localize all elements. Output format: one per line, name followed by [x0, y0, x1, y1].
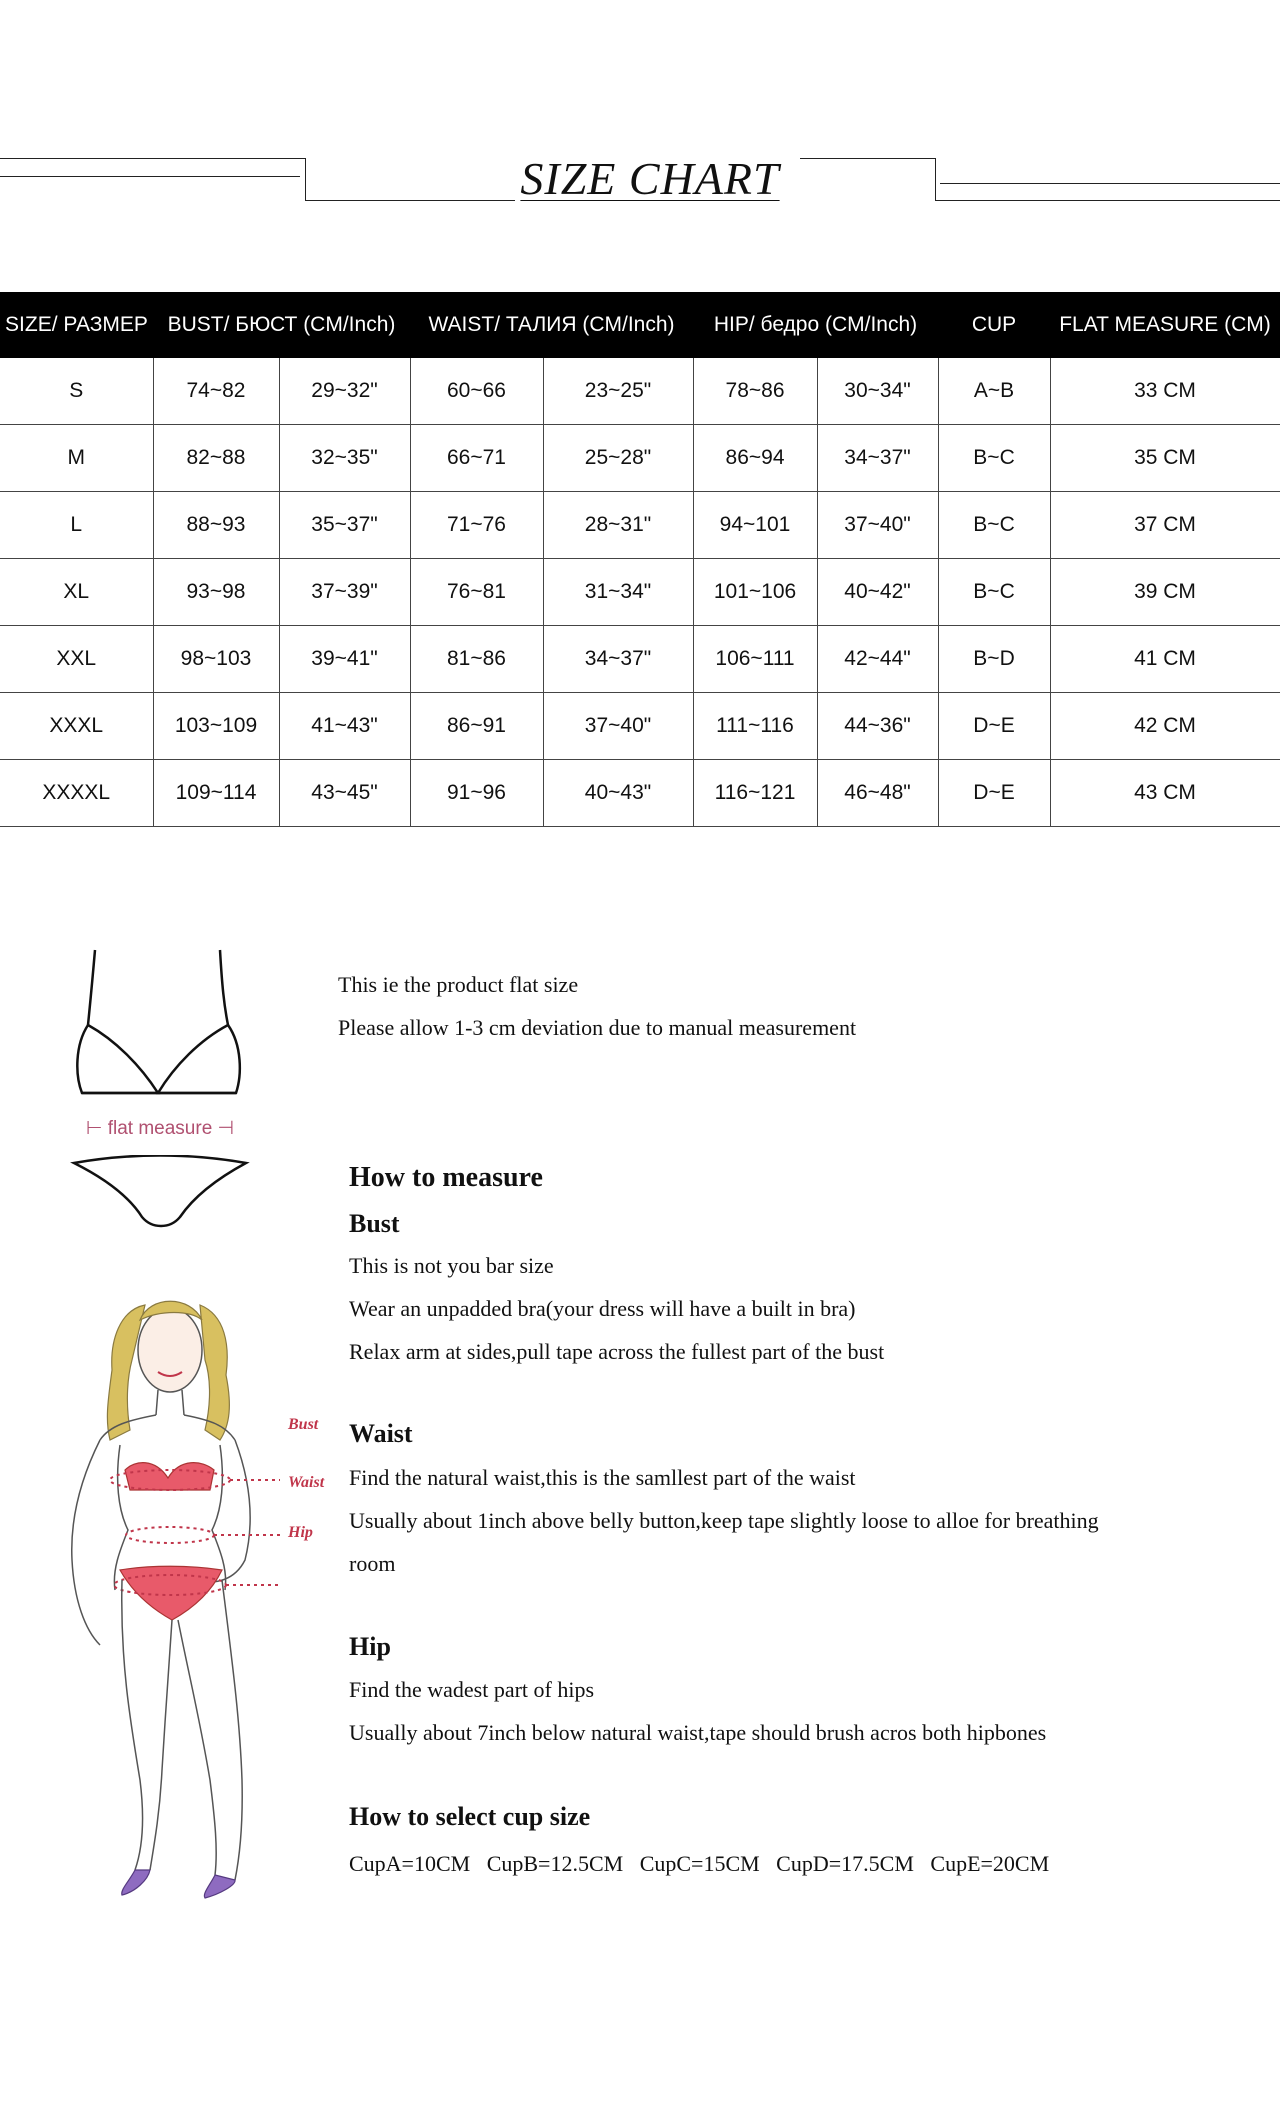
cell-cup: D~E: [938, 760, 1050, 827]
header-cup: CUP: [938, 292, 1050, 358]
cell-bust-cm: 82~88: [153, 425, 279, 492]
hip-heading: Hip: [349, 1632, 391, 1661]
cell-flat-measure: 43 CM: [1050, 760, 1280, 827]
cell-cup: B~C: [938, 559, 1050, 626]
table-header-row: [0, 292, 1280, 358]
cell-waist-inch: 34~37": [543, 626, 693, 693]
cell-bust-inch: 43~45": [279, 760, 410, 827]
page-title: SIZE CHART: [520, 153, 780, 204]
cell-size: XXXL: [0, 693, 153, 760]
cell-waist-inch: 23~25": [543, 358, 693, 425]
flat-note-line-1: This ie the product flat size: [338, 972, 579, 997]
cell-cup: D~E: [938, 693, 1050, 760]
bust-line-1: This is not you bar size: [349, 1253, 554, 1278]
cell-size: M: [0, 425, 153, 492]
header-size: SIZE/ РАЗМЕР: [0, 292, 153, 358]
table-row: [0, 425, 1280, 492]
header-hip: HIP/ бедро (CM/Inch): [693, 292, 938, 358]
size-table: [0, 292, 1280, 827]
cell-bust-cm: 74~82: [153, 358, 279, 425]
cell-hip-cm: 101~106: [693, 559, 817, 626]
bust-heading: Bust: [349, 1209, 400, 1238]
cell-flat-measure: 33 CM: [1050, 358, 1280, 425]
cell-bust-inch: 35~37": [279, 492, 410, 559]
cell-waist-cm: 91~96: [410, 760, 543, 827]
cell-hip-inch: 37~40": [817, 492, 938, 559]
cell-cup: B~C: [938, 492, 1050, 559]
cell-hip-cm: 106~111: [693, 626, 817, 693]
arrow-right-icon: ⊣: [212, 1118, 235, 1139]
waist-line-1: Find the natural waist,this is the samllest part of the waist: [349, 1465, 856, 1490]
cell-waist-cm: 60~66: [410, 358, 543, 425]
cell-size: XXL: [0, 626, 153, 693]
cell-size: XL: [0, 559, 153, 626]
hip-line-1: Find the wadest part of hips: [349, 1677, 595, 1702]
cell-waist-inch: 40~43": [543, 760, 693, 827]
cell-bust-inch: 41~43": [279, 693, 410, 760]
woman-figure-illustration: [50, 1280, 330, 1900]
cup-size-heading: How to select cup size: [349, 1802, 591, 1831]
cell-size: L: [0, 492, 153, 559]
cup-size-line: CupA=10CM CupB=12.5CM CupC=15CM CupD=17.5CM CupE=20CM: [349, 1851, 1050, 1876]
figure-label-bust: Bust: [288, 1416, 319, 1433]
flat-measure-label: ⊢ flat measure ⊣: [85, 1118, 235, 1139]
waist-line-3: room: [349, 1551, 396, 1576]
cell-hip-inch: 44~36": [817, 693, 938, 760]
cell-hip-cm: 94~101: [693, 492, 817, 559]
bra-illustration: [70, 945, 250, 1105]
waist-heading: Waist: [349, 1419, 413, 1448]
table-row: [0, 693, 1280, 760]
cell-bust-cm: 88~93: [153, 492, 279, 559]
cell-waist-inch: 28~31": [543, 492, 693, 559]
cell-hip-inch: 46~48": [817, 760, 938, 827]
flat-note-line-2: Please allow 1-3 cm deviation due to manual measurement: [338, 1015, 857, 1040]
header-waist: WAIST/ ТАЛИЯ (CM/Inch): [410, 292, 693, 358]
cell-waist-cm: 71~76: [410, 492, 543, 559]
hip-line-2: Usually about 7inch below natural waist,tape should brush acros both hipbones: [349, 1720, 1047, 1745]
figure-label-waist: Waist: [288, 1474, 325, 1491]
table-row: [0, 559, 1280, 626]
cell-hip-inch: 42~44": [817, 626, 938, 693]
cell-cup: A~B: [938, 358, 1050, 425]
cell-waist-inch: 31~34": [543, 559, 693, 626]
arrow-left-icon: ⊢: [85, 1118, 108, 1139]
cell-bust-cm: 109~114: [153, 760, 279, 827]
header-bust: BUST/ БЮСТ (CM/Inch): [153, 292, 410, 358]
cell-cup: B~D: [938, 626, 1050, 693]
cell-waist-cm: 76~81: [410, 559, 543, 626]
panty-illustration: [70, 1155, 250, 1235]
cell-hip-inch: 30~34": [817, 358, 938, 425]
cell-bust-inch: 32~35": [279, 425, 410, 492]
cell-bust-cm: 93~98: [153, 559, 279, 626]
cell-waist-inch: 25~28": [543, 425, 693, 492]
cell-bust-cm: 103~109: [153, 693, 279, 760]
cell-bust-inch: 39~41": [279, 626, 410, 693]
table-row: [0, 492, 1280, 559]
cell-waist-inch: 37~40": [543, 693, 693, 760]
table-row: [0, 760, 1280, 827]
cell-waist-cm: 86~91: [410, 693, 543, 760]
cell-hip-inch: 34~37": [817, 425, 938, 492]
how-to-measure-heading: How to measure: [349, 1162, 543, 1193]
bust-line-3: Relax arm at sides,pull tape across the fullest part of the bust: [349, 1339, 885, 1364]
header-flat-measure: FLAT MEASURE (CM): [1050, 292, 1280, 358]
cell-flat-measure: 37 CM: [1050, 492, 1280, 559]
cell-bust-cm: 98~103: [153, 626, 279, 693]
cell-bust-inch: 29~32": [279, 358, 410, 425]
cell-flat-measure: 41 CM: [1050, 626, 1280, 693]
cell-size: XXXXL: [0, 760, 153, 827]
cell-hip-cm: 86~94: [693, 425, 817, 492]
figure-label-hip: Hip: [288, 1524, 313, 1541]
cell-hip-inch: 40~42": [817, 559, 938, 626]
cell-waist-cm: 81~86: [410, 626, 543, 693]
table-row: [0, 626, 1280, 693]
cell-flat-measure: 42 CM: [1050, 693, 1280, 760]
cell-hip-cm: 111~116: [693, 693, 817, 760]
cell-cup: B~C: [938, 425, 1050, 492]
cell-size: S: [0, 358, 153, 425]
cell-bust-inch: 37~39": [279, 559, 410, 626]
cell-waist-cm: 66~71: [410, 425, 543, 492]
bust-line-2: Wear an unpadded bra(your dress will have a built in bra): [349, 1296, 856, 1321]
cell-hip-cm: 78~86: [693, 358, 817, 425]
cell-flat-measure: 35 CM: [1050, 425, 1280, 492]
cell-hip-cm: 116~121: [693, 760, 817, 827]
cell-flat-measure: 39 CM: [1050, 559, 1280, 626]
waist-line-2: Usually about 1inch above belly button,keep tape slightly loose to alloe for breathing: [349, 1508, 1099, 1533]
table-row: [0, 358, 1280, 425]
